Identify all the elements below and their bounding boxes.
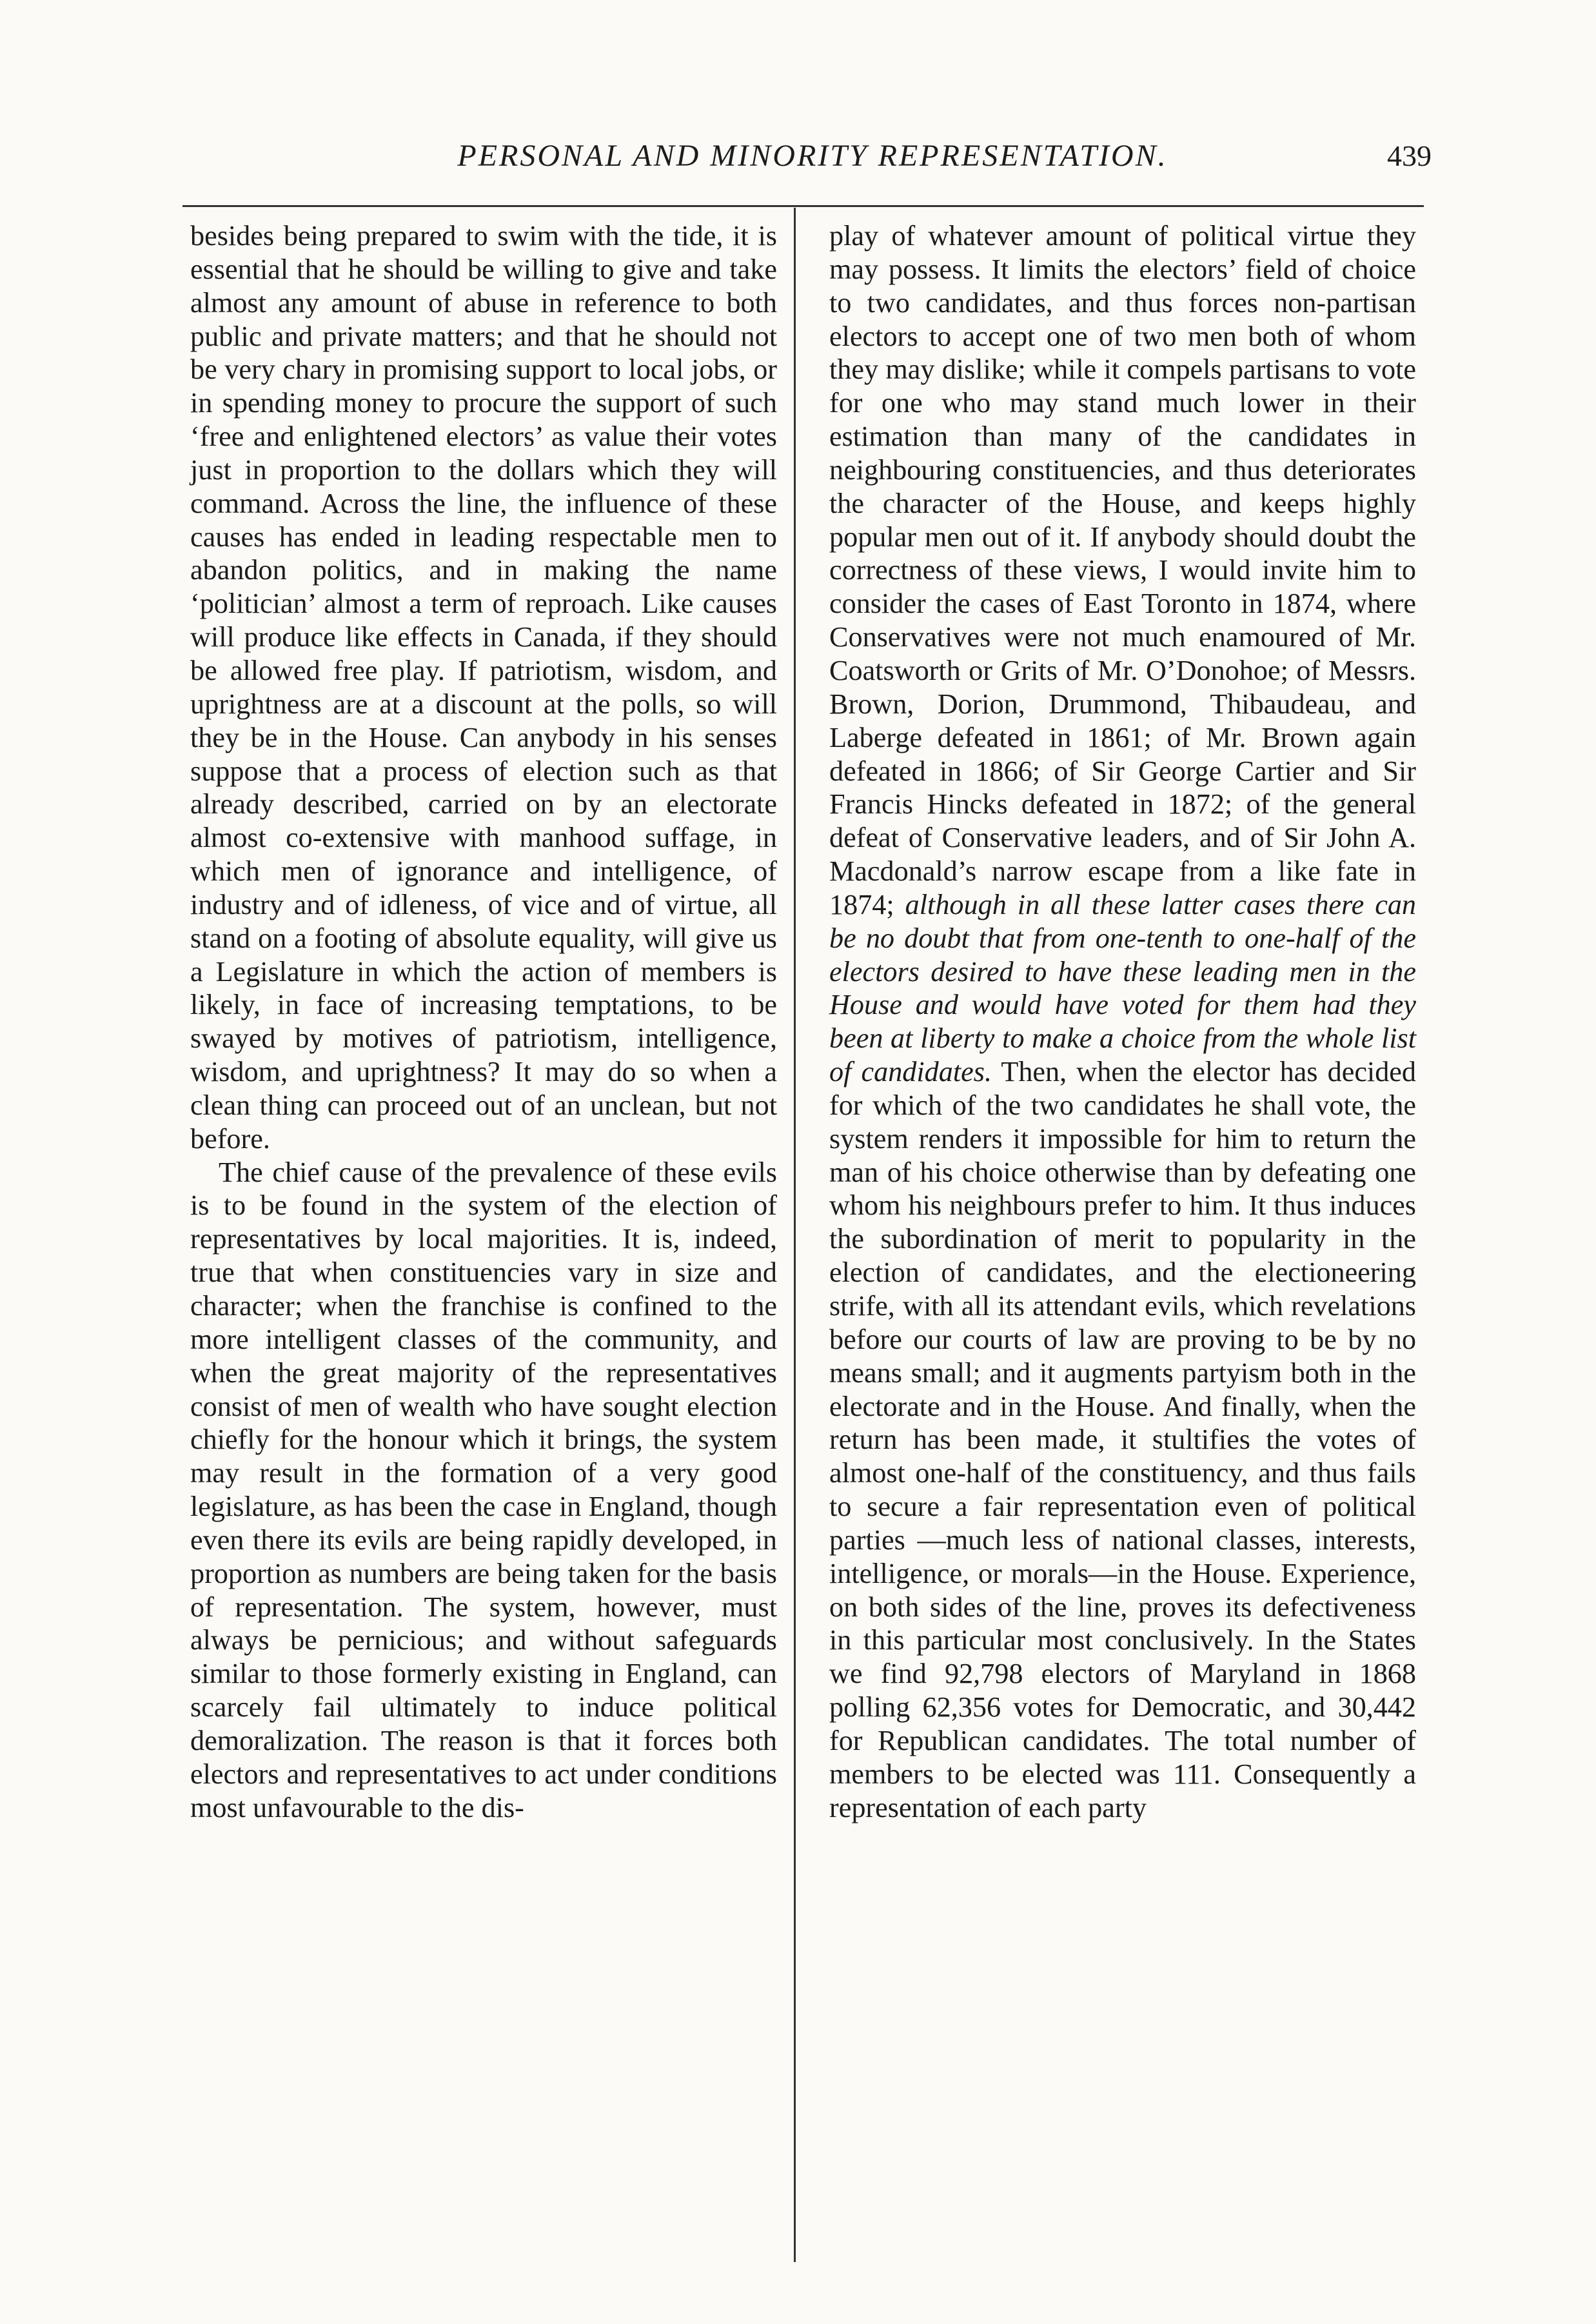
paragraph	[829, 219, 1416, 1825]
header-rule	[182, 205, 1424, 207]
paragraph: The chief cause of the prevalence of these evils is to be found in the system of the election of representatives by local majorities. It is, indeed, true that when constituencies vary in size and character; when the franchise is confined to the more intelligent classes of the community, and when the great majority of the representatives consist of men of wealth who have sought election chiefly for the honour which it brings, the system may result in the formation of a very good legislature, as has been the case in England, though even there its evils are being rapidly developed, in proportion as numbers are being taken for the basis of representation. The system, however, must always be pernicious; and without safeguards similar to those formerly existing in England, can scarcely fail ultimately to induce political demoralization. The reason is that it forces both electors and representatives to act under conditions most unfavourable to the dis-	[190, 1156, 777, 1823]
column-divider	[794, 208, 796, 2262]
paragraph-text: play of whatever amount of political virtue they may possess. It limits the electors’ field of choice to two candidates, and thus forces non-partisan electors to accept one of two men both of whom they may dislike; while it compels partisans to vote for one who may stand much lower in their estimation than many of the candidates in neighbouring constituencies, and thus deteriorates the character of the House, and keeps highly popular men out of it. If anybody should doubt the correctness of these views, I would invite him to consider the cases of East Toronto in 1874, where Conservatives were not much enamoured of Mr. Coatsworth or Grits of Mr. O’Donohoe; of Messrs. Brown, Dorion, Drummond, Thibaudeau, and Laberge defeated in 1861; of Mr. Brown again defeated in 1866; of Sir George Cartier and Sir Francis Hincks defeated in 1872; of the general defeat of Conservative leaders, and of Sir John A. Macdonald’s narrow escape from a like fate in 1874;	[829, 220, 1416, 920]
paragraph: besides being prepared to swim with the tide, it is essential that he should be willing to give and take almost any amount of abuse in reference to both public and private matters; and that he should not be very chary in promising support to local jobs, or in spending money to procure the support of such ‘free and enlightened electors’ as value their votes just in proportion to the dollars which they will command. Across the line, the influence of these causes has ended in leading respectable men to abandon politics, and in making the name ‘politician’ almost a term of reproach. Like causes will produce like effects in Canada, if they should be allowed free play. If patriotism, wisdom, and uprightness are at a discount at the polls, so will they be in the House. Can anybody in his senses suppose that a process of election such as that already described, carried on by an electorate almost co-extensive with manhood suffage, in which men of ignorance and intelligence, of industry and of idleness, of vice and of virtue, all stand on a footing of absolute equality, will give us a Legislature in which the action of members is likely, in face of increasing temptations, to be swayed by motives of patriotism, intelligence, wisdom, and uprightness? It may do so when a clean thing can proceed out of an unclean, but not before.	[190, 220, 777, 1155]
page-header	[193, 137, 1432, 195]
running-title: PERSONAL AND MINORITY REPRESENTATION.	[457, 139, 1168, 173]
paragraph-text: Then, when the elector has decided for which of the two candidates he shall vote, the system renders it impossible for him to return the man of his choice otherwise than by defeating one whom his neighbours prefer to him. It thus induces the subordination of merit to popularity in the election of candidates, and the electioneering strife, with all its attendant evils, which revelations before our courts of law are proving to be by no means small; and it augments partyism both in the electorate and in the House. And finally, when the return has been made, it stultifies the votes of almost one-half of the constituency, and thus fails to secure a fair representation even of political parties —much less of national classes, interests, intelligence, or morals—in the House. Experience, on both sides of the line, proves its defectiveness in this particular most conclusively. In the States we find 92,798 electors of Maryland in 1868 polling 62,356 votes for Democratic, and 30,442 for Republican candidates. The total number of members to be elected was 111. Consequently a representation of each party	[829, 1056, 1417, 1823]
right-column	[829, 219, 1416, 1825]
page-number: 439	[1387, 139, 1432, 172]
italic-passage: although in all these latter cases there can be no doubt that from one-tenth to one-half of the electors desired to have these leading men in the House and would have voted for them had they been at liberty to make a choice from the whole list of candidates.	[829, 888, 1417, 1088]
left-column	[190, 219, 777, 1825]
